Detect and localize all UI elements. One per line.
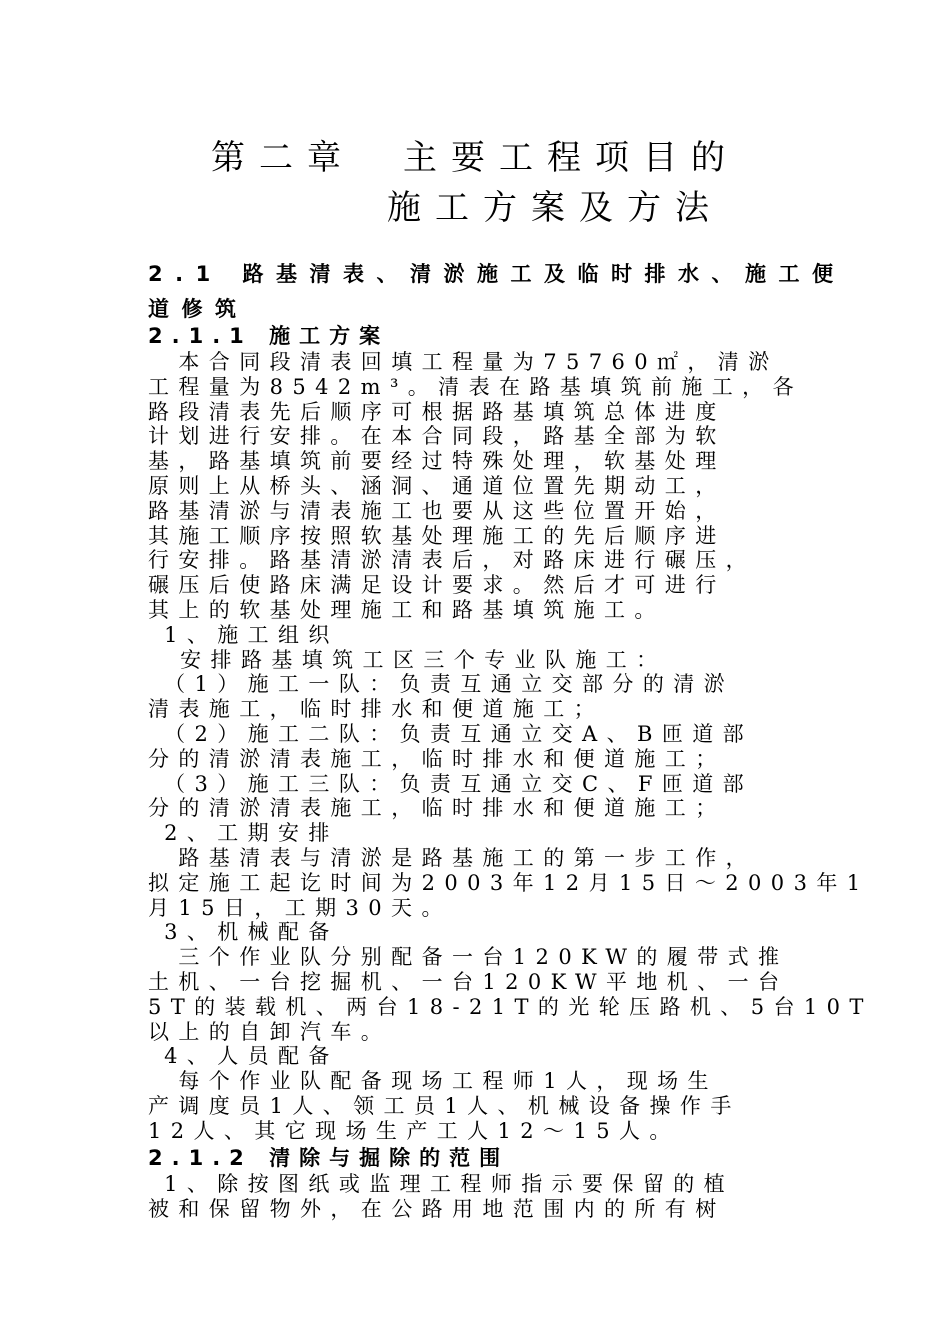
- text-line: （1）施工一队：负责互通立交部分的清淤: [148, 672, 735, 697]
- text-line: 工程量为8542m³。清表在路基填筑前施工，各: [148, 374, 803, 399]
- text-line: 路基清淤与清表施工也要从这些位置开始，: [148, 498, 726, 523]
- text-line: 其上的软基处理施工和路基填筑施工。: [148, 598, 665, 622]
- text-line: 三个作业队分别配备一台120KW的履带式推: [148, 945, 789, 970]
- text-line: 路基清表与清淤是路基施工的第一步工作，: [148, 846, 756, 870]
- text-line: （3）施工三队：负责互通立交C、F匝道部: [148, 771, 754, 796]
- text-line: 4、人员配备: [148, 1044, 339, 1069]
- text-line: 月15日，工期30天。: [148, 895, 452, 920]
- chapter-title: 第二章 主要工程项目的: [211, 138, 739, 178]
- text-line: （2）施工二队：负责互通立交A、B匝道部: [148, 722, 754, 746]
- text-line: 其施工顺序按照软基处理施工的先后顺序进: [148, 523, 726, 548]
- text-line: 基，路基填筑前要经过特殊处理，软基处理: [148, 449, 726, 474]
- text-line: 路段清表先后顺序可根据路基填筑总体进度: [148, 399, 726, 424]
- text-line: 碾压后使路床满足设计要求。然后才可进行: [148, 573, 726, 598]
- text-line: 行安排。路基清淤清表后，对路床进行碾压，: [148, 548, 756, 573]
- text-line: 分的清淤清表施工，临时排水和便道施工；: [148, 746, 726, 771]
- text-line: 土机、一台挖掘机、一台120KW平地机、一台: [148, 970, 789, 994]
- section-2-1-heading-cont: 道修筑: [148, 297, 249, 321]
- text-line: 被和保留物外，在公路用地范围内的所有树: [148, 1196, 726, 1221]
- text-line: 分的清淤清表施工，临时排水和便道施工；: [148, 796, 726, 821]
- text-line: 以上的自卸汽车。: [148, 1019, 392, 1044]
- text-line: 安排路基填筑工区三个专业队施工：: [148, 647, 667, 672]
- text-line: 2、工期安排: [148, 821, 339, 846]
- text-line: 每个作业队配备现场工程师1人，现场生: [148, 1069, 718, 1094]
- text-line: 原则上从桥头、涵洞、通道位置先期动工，: [148, 474, 726, 498]
- chapter-subtitle: 施工方案及方法: [387, 188, 723, 228]
- section-2-1-2-heading: 2.1.2 清除与掘除的范围: [148, 1146, 510, 1170]
- text-line: 1、除按图纸或监理工程师指示要保留的植: [148, 1172, 735, 1196]
- section-2-1-1-heading: 2.1.1 施工方案: [148, 324, 390, 348]
- text-line: 3、机械配备: [148, 920, 339, 945]
- text-line: 产调度员1人、领工员1人、机械设备操作手: [148, 1094, 741, 1118]
- section-2-1-heading: 2.1 路基清表、清淤施工及临时排水、施工便: [148, 262, 846, 286]
- text-line: 拟定施工起讫时间为2003年12月15日～2003年1: [148, 870, 870, 895]
- text-line: 计划进行安排。在本合同段，路基全部为软: [148, 424, 726, 449]
- text-line: 12人、其它现场生产工人12～15人。: [148, 1118, 680, 1143]
- text-line: 1、施工组织: [148, 622, 339, 647]
- text-line: 本合同段清表回填工程量为75760㎡，清淤: [148, 350, 779, 374]
- text-line: 5T的装载机、两台18-21T的光轮压路机、5台10T: [148, 994, 873, 1019]
- text-line: 清表施工，临时排水和便道施工；: [148, 697, 604, 722]
